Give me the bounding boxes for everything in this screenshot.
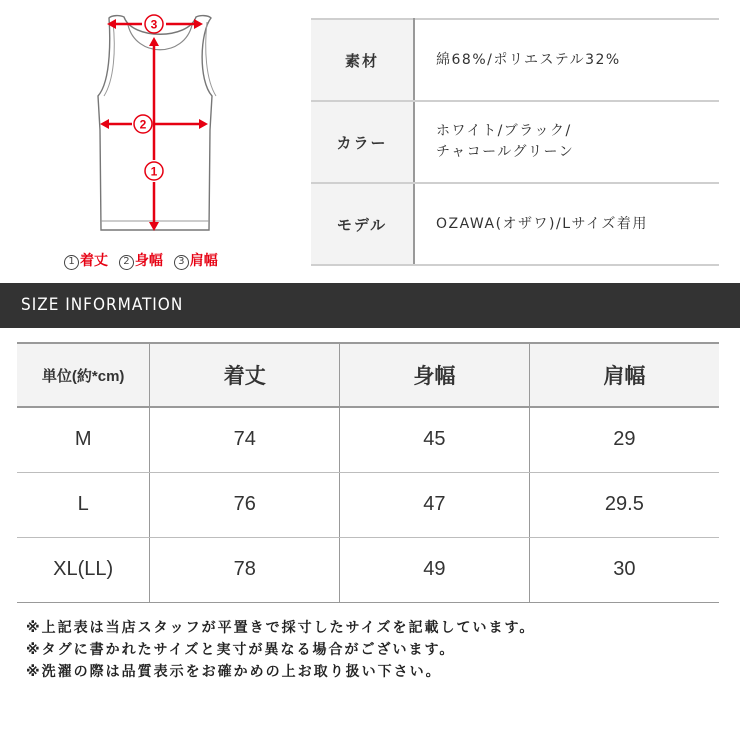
spec-value: ホワイト/ブラック/ チャコールグリーン xyxy=(414,101,719,183)
note-line: ※上記表は当店スタッフが平置きで採寸したサイズを記載しています。 xyxy=(26,620,536,636)
spec-row-color xyxy=(311,101,719,183)
spec-key: カラー xyxy=(311,101,414,183)
header-unit: 単位(約*cm) xyxy=(17,343,150,407)
spec-value: OZAWA(オザワ)/Lサイズ着用 xyxy=(414,183,719,265)
legend-item-body-width: 2 身幅 xyxy=(119,253,163,269)
marker-3: 3 xyxy=(150,17,158,32)
circled-number-icon: 1 xyxy=(64,255,79,270)
marker-2: 2 xyxy=(139,117,147,132)
spec-key: モデル xyxy=(311,183,414,265)
body-width-value: 49 xyxy=(340,537,530,602)
legend-item-shoulder-width: 3 肩幅 xyxy=(174,253,218,269)
size-label: L xyxy=(17,472,150,537)
tank-top-outline-icon xyxy=(60,0,260,240)
header-shoulder-width: 肩幅 xyxy=(529,343,719,407)
size-information-banner: SIZE INFORMATION xyxy=(0,283,740,328)
spec-value: 綿68%/ポリエステル32% xyxy=(414,19,719,101)
garment-diagram xyxy=(60,0,260,280)
legend-item-length: 1 着丈 xyxy=(64,253,108,269)
spec-row-material xyxy=(311,19,719,101)
size-label: XL(LL) xyxy=(17,537,150,602)
marker-1: 1 xyxy=(150,164,158,179)
header-length: 着丈 xyxy=(150,343,340,407)
product-spec-table xyxy=(311,18,719,266)
spec-row-model xyxy=(311,183,719,265)
length-value: 78 xyxy=(150,537,340,602)
size-label: M xyxy=(17,407,150,472)
table-row xyxy=(17,407,719,472)
length-value: 76 xyxy=(150,472,340,537)
shoulder-width-value: 29.5 xyxy=(529,472,719,537)
measurement-legend xyxy=(64,250,264,270)
circled-number-icon: 2 xyxy=(119,255,134,270)
measurement-notes xyxy=(26,617,535,683)
shoulder-width-value: 29 xyxy=(529,407,719,472)
body-width-value: 47 xyxy=(340,472,530,537)
size-table xyxy=(17,342,719,603)
header-body-width: 身幅 xyxy=(340,343,530,407)
size-table-header xyxy=(17,343,719,407)
spec-key: 素材 xyxy=(311,19,414,101)
table-row xyxy=(17,537,719,602)
length-value: 74 xyxy=(150,407,340,472)
body-width-value: 45 xyxy=(340,407,530,472)
table-row xyxy=(17,472,719,537)
note-line: ※タグに書かれたサイズと実寸が異なる場合がございます。 xyxy=(26,642,456,658)
shoulder-width-value: 30 xyxy=(529,537,719,602)
note-line: ※洗濯の際は品質表示をお確かめの上お取り扱い下さい。 xyxy=(26,664,442,680)
circled-number-icon: 3 xyxy=(174,255,189,270)
